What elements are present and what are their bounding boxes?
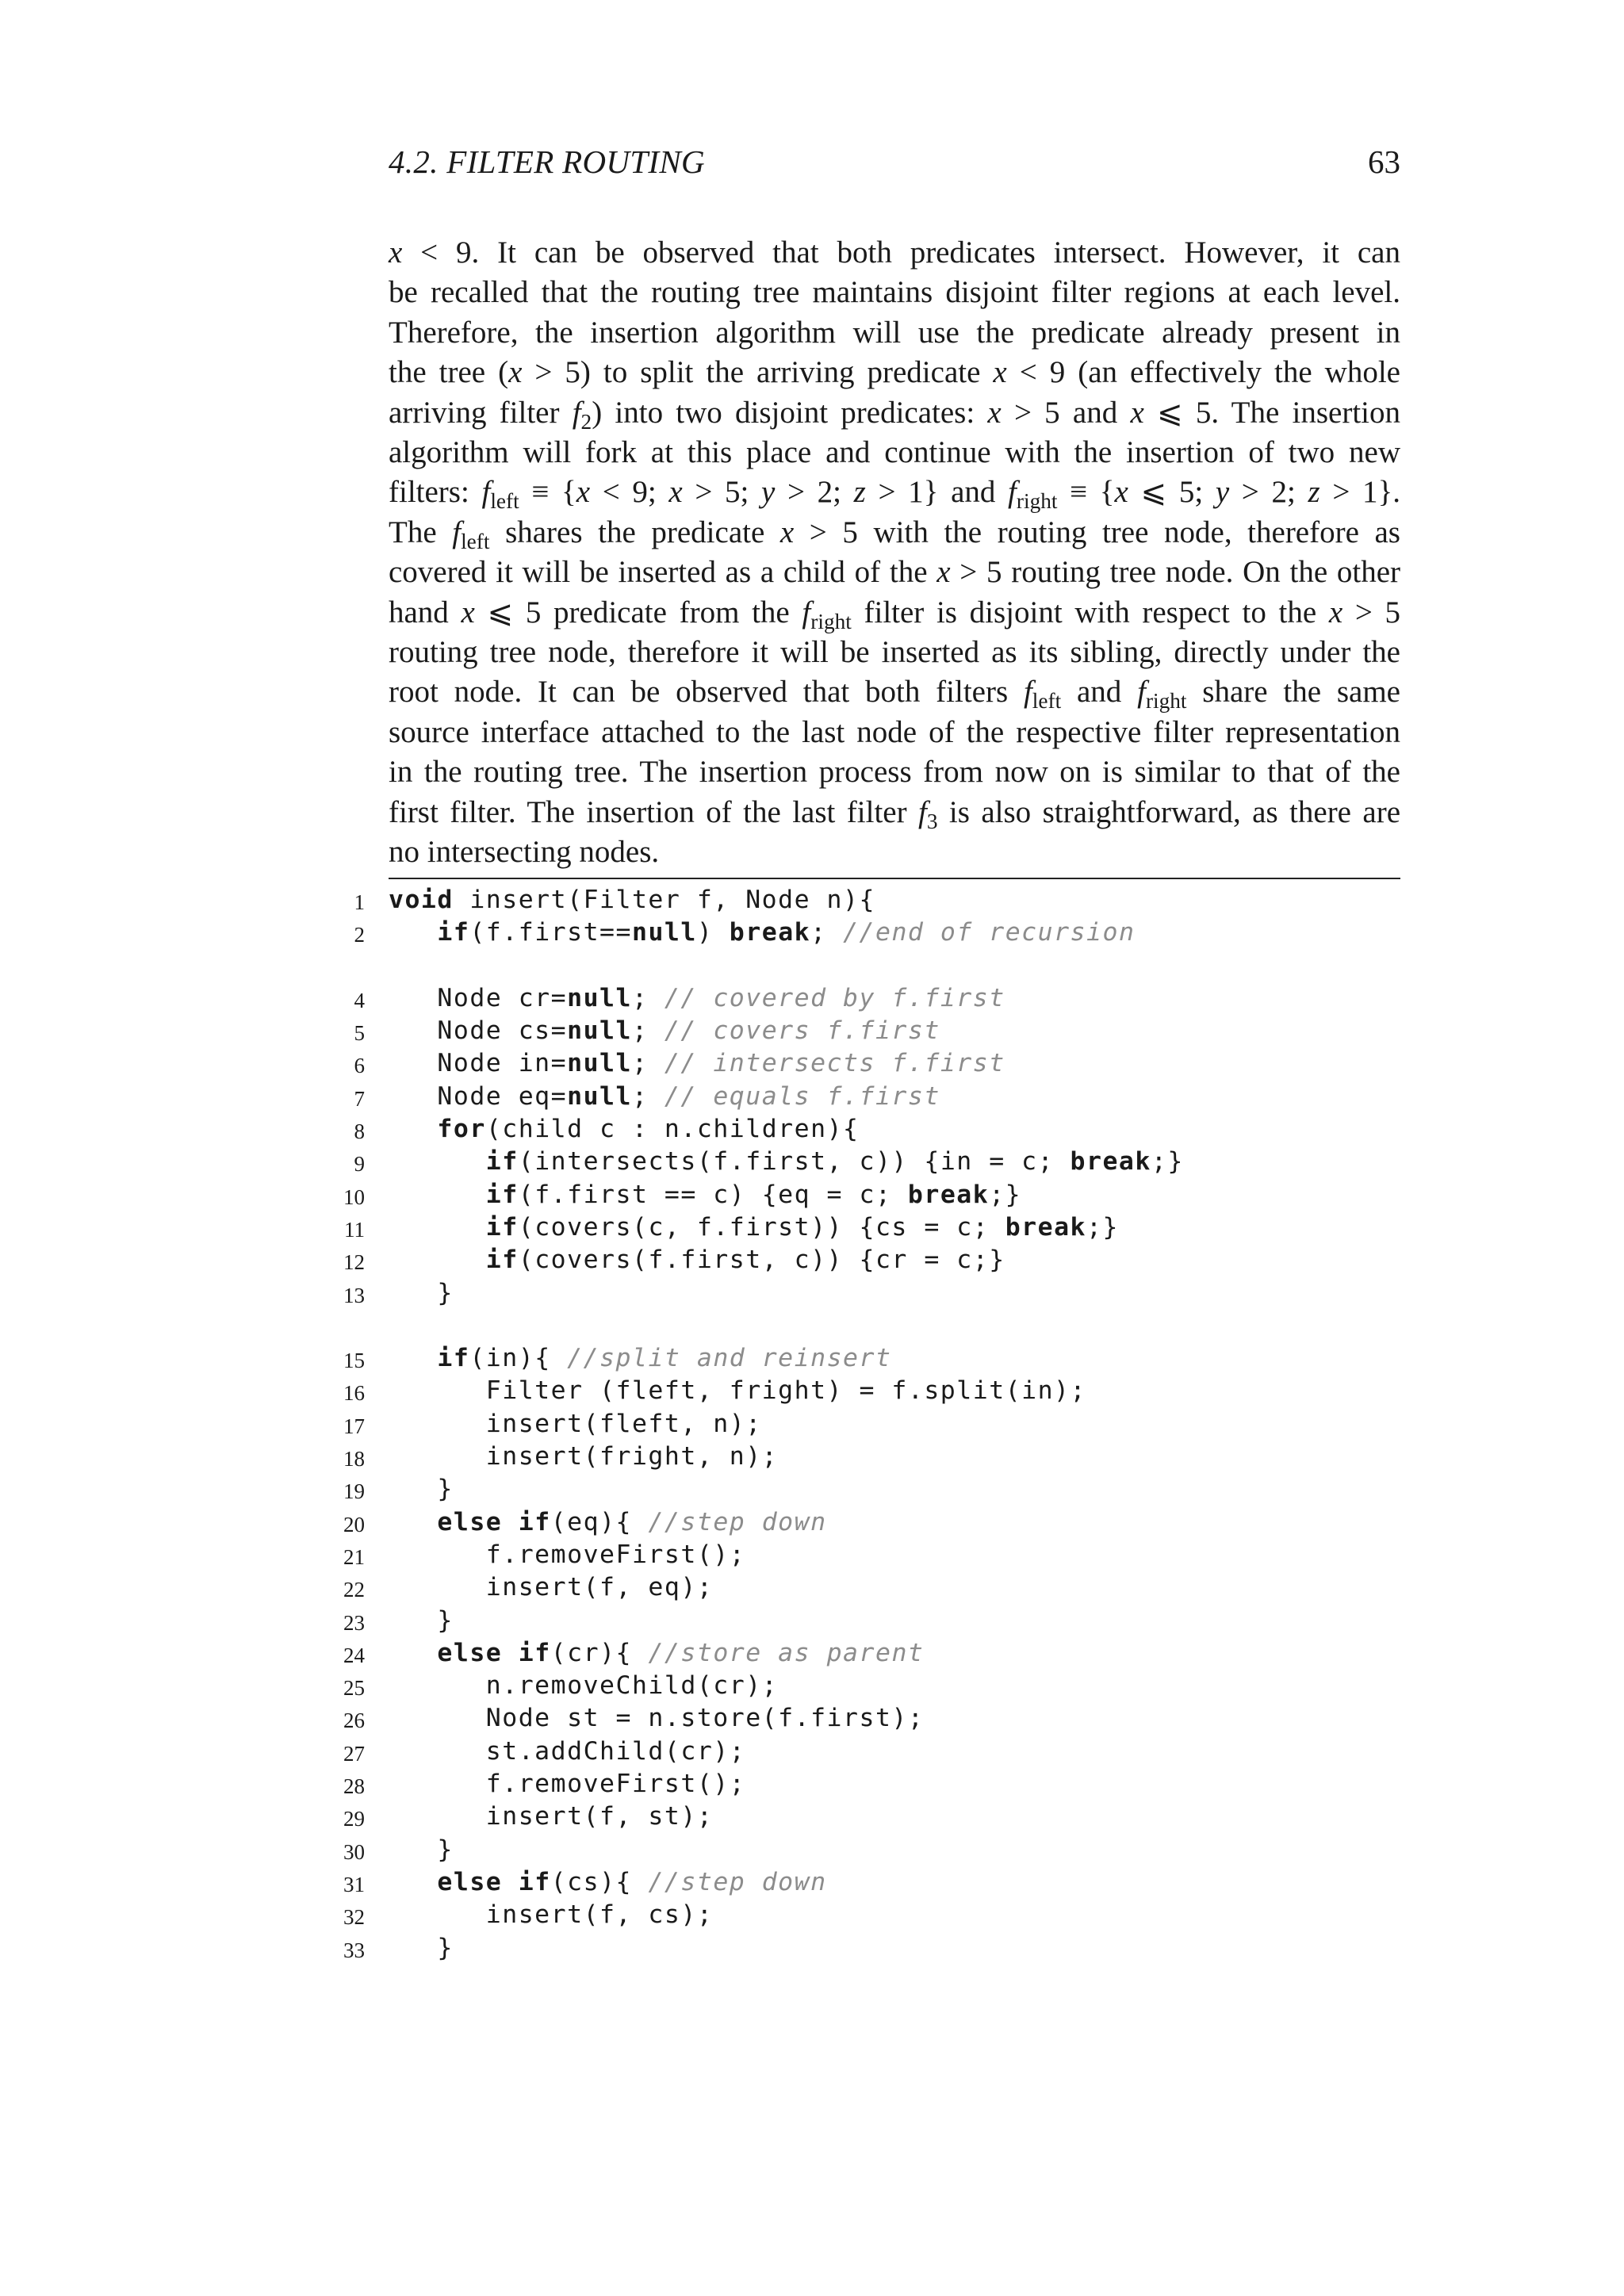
code-token xyxy=(389,1344,437,1372)
line-number: 29 xyxy=(343,1807,365,1831)
code-line xyxy=(333,1539,1400,1571)
code-comment: //step down xyxy=(648,1507,827,1536)
code-text xyxy=(389,884,875,916)
code-line xyxy=(333,982,1400,1015)
text-run: filters: xyxy=(389,475,482,510)
line-number: 16 xyxy=(343,1381,365,1406)
text-run: > 1}. xyxy=(1320,475,1400,510)
line-number: 6 xyxy=(354,1054,365,1078)
code-line xyxy=(333,1342,1400,1375)
code-text xyxy=(389,1211,1119,1244)
math-variable: x xyxy=(461,595,475,629)
text-run: > 1} and xyxy=(865,475,1009,510)
code-keyword: break xyxy=(1005,1212,1087,1242)
text-line xyxy=(389,473,1400,512)
code-text xyxy=(389,1047,1005,1080)
code-line xyxy=(333,1244,1400,1276)
code-line xyxy=(333,1408,1400,1441)
code-text xyxy=(389,1539,745,1571)
line-number: 10 xyxy=(343,1184,365,1209)
code-token: insert(f, cs); xyxy=(389,1900,714,1930)
math-variable: f xyxy=(1008,475,1017,510)
math-variable: x xyxy=(1130,395,1144,430)
code-line xyxy=(333,1015,1400,1047)
code-text xyxy=(389,1834,454,1866)
text-run: ⩽ 5. The insertion xyxy=(1143,395,1401,430)
code-line xyxy=(333,1310,1400,1342)
code-text xyxy=(389,1081,940,1113)
line-number: 5 xyxy=(354,1021,365,1046)
code-listing xyxy=(333,884,1400,1965)
code-token: insert(fleft, n); xyxy=(389,1409,762,1438)
text-run: algorithm will fork at this place and continue with the insertion of two new xyxy=(389,435,1400,470)
text-line xyxy=(389,832,1400,872)
code-line xyxy=(333,1932,1400,1965)
code-token: n.removeChild(cr); xyxy=(389,1671,779,1701)
code-token xyxy=(389,1115,437,1143)
subscript: 3 xyxy=(926,809,938,833)
code-token: ; xyxy=(631,1049,665,1078)
code-token: } xyxy=(389,1605,454,1635)
text-run: no intersecting nodes. xyxy=(389,835,660,870)
code-text xyxy=(389,1670,778,1702)
line-number: 22 xyxy=(343,1578,365,1602)
code-line xyxy=(333,950,1400,982)
text-run: ≡ { xyxy=(1057,475,1115,510)
line-number: 23 xyxy=(343,1610,365,1635)
code-token xyxy=(389,1213,486,1242)
code-keyword: break xyxy=(1070,1147,1151,1177)
code-token: Node eq= xyxy=(389,1081,568,1111)
subscript: right xyxy=(1016,489,1058,514)
line-number: 15 xyxy=(343,1349,365,1373)
code-token xyxy=(389,918,437,947)
code-token: (covers(c, f.first)) {cs = c; xyxy=(518,1212,1005,1242)
code-keyword: break xyxy=(907,1180,990,1209)
text-run: > 5 xyxy=(1342,595,1400,629)
code-text xyxy=(389,1015,940,1047)
code-token: ; xyxy=(631,1016,665,1046)
code-comment: //step down xyxy=(648,1867,827,1896)
code-text xyxy=(389,1800,713,1833)
code-line xyxy=(333,1571,1400,1604)
code-line xyxy=(333,1605,1400,1637)
math-variable: y xyxy=(761,475,776,510)
code-text xyxy=(389,982,1005,1015)
text-run: > 5) to split the arriving predicate xyxy=(522,355,994,390)
code-line xyxy=(333,1506,1400,1539)
code-keyword: null xyxy=(567,1016,632,1046)
code-line xyxy=(333,916,1400,949)
math-variable: z xyxy=(1308,475,1320,510)
code-keyword: null xyxy=(567,1049,632,1078)
math-variable: x xyxy=(1114,475,1128,510)
code-keyword: for xyxy=(437,1115,486,1144)
code-line xyxy=(333,1834,1400,1866)
code-token: ; xyxy=(631,1081,665,1111)
code-keyword: else if xyxy=(437,1507,551,1536)
code-keyword: else if xyxy=(437,1867,551,1896)
code-line xyxy=(333,1735,1400,1768)
text-run: ) into two disjoint predicates: xyxy=(592,395,988,430)
text-line xyxy=(389,233,1400,273)
text-line xyxy=(389,593,1400,633)
line-number: 31 xyxy=(343,1872,365,1896)
text-run: be recalled that the routing tree maintains disjoint filter regions at each level. xyxy=(389,275,1400,310)
code-token xyxy=(389,1508,437,1536)
code-token: } xyxy=(389,1278,454,1307)
code-text xyxy=(389,1113,860,1146)
line-number: 24 xyxy=(343,1643,365,1667)
line-number: 7 xyxy=(354,1086,365,1111)
text-run: ⩽ 5; xyxy=(1128,475,1216,510)
text-run: > 5; xyxy=(682,475,762,510)
line-number: 33 xyxy=(343,1938,365,1962)
code-token xyxy=(389,1147,486,1176)
code-text xyxy=(389,1932,454,1965)
code-token: } xyxy=(389,1475,454,1504)
text-run: < 9. It can be observed that both predicates intersect. However, it can xyxy=(402,235,1400,270)
code-comment: //store as parent xyxy=(648,1638,925,1667)
body-paragraph xyxy=(389,233,1400,873)
math-variable: x xyxy=(936,555,951,590)
code-token: (eq){ xyxy=(550,1507,649,1536)
code-keyword: void xyxy=(389,886,454,914)
text-run: first filter. The insertion of the last filter xyxy=(389,794,918,829)
code-token: Node cr= xyxy=(389,983,568,1012)
code-text xyxy=(389,1244,1005,1276)
code-text xyxy=(389,1866,827,1899)
text-run: > 5 with the routing tree node, therefore as xyxy=(794,515,1400,549)
line-number: 9 xyxy=(354,1152,365,1177)
line-number: 30 xyxy=(343,1839,365,1864)
code-line xyxy=(333,1670,1400,1702)
text-run: < 9; xyxy=(590,475,669,510)
code-line xyxy=(333,1637,1400,1670)
text-run: in the routing tree. The insertion process from now on is similar to that of the xyxy=(389,755,1400,790)
subscript: left xyxy=(461,530,490,554)
math-variable: x xyxy=(779,515,795,549)
code-line xyxy=(333,884,1400,916)
code-token xyxy=(389,1181,486,1209)
code-line xyxy=(333,1211,1400,1244)
code-line xyxy=(333,1768,1400,1800)
text-run: and xyxy=(1061,675,1138,710)
code-text xyxy=(389,1179,1021,1211)
text-line xyxy=(389,672,1400,712)
code-token: (f.first == c) {eq = c; xyxy=(518,1180,908,1209)
line-number: 13 xyxy=(343,1283,365,1307)
math-variable: z xyxy=(853,475,866,510)
text-run: ≡ { xyxy=(519,475,576,510)
code-line xyxy=(333,1375,1400,1407)
text-run: root node. It can be observed that both filters xyxy=(389,675,1024,710)
line-number: 27 xyxy=(343,1741,365,1766)
math-variable: x xyxy=(389,235,403,270)
text-line xyxy=(389,513,1400,553)
code-token: (child c : n.children){ xyxy=(485,1115,860,1144)
running-header xyxy=(389,143,1400,190)
text-run: Therefore, the insertion algorithm will use the predicate already present in xyxy=(389,315,1400,350)
text-line xyxy=(389,313,1400,353)
line-number: 12 xyxy=(343,1250,365,1275)
code-line xyxy=(333,1113,1400,1146)
page-number: 63 xyxy=(1368,144,1400,180)
code-token: ) xyxy=(696,918,730,947)
text-line xyxy=(389,793,1400,832)
line-number: 2 xyxy=(354,923,365,947)
subscript: left xyxy=(490,489,519,514)
line-number: 26 xyxy=(343,1709,365,1733)
code-token: Filter (fleft, fright) = f.split(in); xyxy=(389,1376,1086,1406)
code-text xyxy=(389,1146,1184,1178)
code-text xyxy=(389,1342,891,1375)
code-token: } xyxy=(389,1933,454,1962)
math-variable: f xyxy=(1137,675,1146,710)
text-run: source interface attached to the last node of the respective filter representation xyxy=(389,714,1400,749)
math-variable: x xyxy=(668,475,683,510)
line-number: 32 xyxy=(343,1905,365,1930)
code-line xyxy=(333,1441,1400,1473)
text-line xyxy=(389,433,1400,473)
code-token: (covers(f.first, c)) {cr = c;} xyxy=(518,1246,1005,1275)
code-token: ;} xyxy=(1151,1147,1184,1177)
line-number: 25 xyxy=(343,1676,365,1701)
line-number: 21 xyxy=(343,1544,365,1569)
code-text xyxy=(389,1473,454,1506)
text-run: The xyxy=(389,515,453,549)
math-variable: x xyxy=(576,475,591,510)
code-token: ;} xyxy=(989,1180,1022,1209)
line-number: 11 xyxy=(344,1217,365,1242)
code-text xyxy=(389,1408,762,1441)
code-comment: // covered by f.first xyxy=(664,983,1005,1012)
code-text xyxy=(389,1506,827,1539)
code-keyword: if xyxy=(485,1180,519,1209)
subscript: 2 xyxy=(580,409,592,434)
code-token: (intersects(f.first, c)) {in = c; xyxy=(518,1147,1071,1177)
math-variable: f xyxy=(481,475,491,510)
code-keyword: if xyxy=(485,1147,519,1177)
line-number: 17 xyxy=(343,1414,365,1438)
text-run: hand xyxy=(389,595,462,629)
code-line xyxy=(333,1277,1400,1310)
text-run: covered it will be inserted as a child of the xyxy=(389,555,937,590)
code-token: insert(f, st); xyxy=(389,1802,714,1831)
code-token: insert(Filter f, Node n){ xyxy=(453,886,875,914)
code-token: Node in= xyxy=(389,1049,568,1078)
code-text xyxy=(389,1768,745,1800)
math-variable: x xyxy=(1328,595,1343,629)
line-number: 1 xyxy=(354,890,365,914)
text-run: > 5 and xyxy=(1001,395,1131,430)
math-variable: f xyxy=(1023,675,1032,710)
code-line xyxy=(333,1702,1400,1735)
code-token xyxy=(389,1246,486,1274)
subscript: right xyxy=(1145,689,1187,714)
code-line xyxy=(333,1866,1400,1899)
math-variable: f xyxy=(452,515,462,549)
text-line xyxy=(389,713,1400,752)
subscript: left xyxy=(1032,689,1062,714)
code-token: (cr){ xyxy=(550,1638,649,1667)
code-token xyxy=(389,1639,437,1667)
code-token: Node st = n.store(f.first); xyxy=(389,1704,925,1733)
line-number: 28 xyxy=(343,1774,365,1799)
code-token: (cs){ xyxy=(550,1867,649,1896)
code-keyword: if xyxy=(485,1246,519,1275)
text-run: > 5 routing tree node. On the other xyxy=(950,555,1401,590)
text-run: < 9 (an effectively the whole xyxy=(1006,355,1400,390)
text-line xyxy=(389,393,1400,433)
line-number: 20 xyxy=(343,1512,365,1536)
math-variable: f xyxy=(572,395,581,430)
code-keyword: break xyxy=(729,918,811,947)
code-comment: //end of recursion xyxy=(843,918,1136,947)
code-token: f.removeFirst(); xyxy=(389,1770,746,1799)
line-number: 19 xyxy=(343,1479,365,1504)
code-comment: // intersects f.first xyxy=(664,1049,1005,1078)
math-variable: y xyxy=(1215,475,1230,510)
code-text xyxy=(389,1605,454,1637)
text-run: > 2; xyxy=(775,475,854,510)
code-text xyxy=(389,1735,745,1768)
code-keyword: null xyxy=(567,1081,632,1111)
code-line xyxy=(333,1179,1400,1211)
text-run: arriving filter xyxy=(389,395,573,430)
subscript: right xyxy=(810,609,852,633)
text-line xyxy=(389,633,1400,672)
code-text xyxy=(389,1702,924,1735)
text-run: the tree ( xyxy=(389,355,509,390)
code-text xyxy=(389,1571,713,1604)
code-text xyxy=(389,1899,713,1931)
code-text xyxy=(389,1637,924,1670)
section-title: 4.2. FILTER ROUTING xyxy=(389,144,705,180)
code-keyword: if xyxy=(437,1344,470,1373)
code-comment: // covers f.first xyxy=(664,1016,940,1046)
text-run: routing tree node, therefore it will be inserted as its sibling, directly under the xyxy=(389,635,1400,670)
line-number: 18 xyxy=(343,1447,365,1471)
code-token: insert(fright, n); xyxy=(389,1442,779,1471)
code-line xyxy=(333,1047,1400,1080)
code-keyword: else if xyxy=(437,1638,551,1667)
code-line xyxy=(333,1899,1400,1931)
code-token: ; xyxy=(631,983,665,1012)
math-variable: f xyxy=(918,794,927,829)
code-token: ; xyxy=(810,918,844,947)
code-line xyxy=(333,1146,1400,1178)
code-comment: //split and reinsert xyxy=(567,1344,892,1373)
code-keyword: if xyxy=(437,918,470,947)
code-token: (in){ xyxy=(469,1344,568,1373)
code-token: ;} xyxy=(1086,1212,1119,1242)
code-keyword: null xyxy=(632,918,697,947)
code-token: } xyxy=(389,1835,454,1864)
text-run: > 2; xyxy=(1229,475,1308,510)
math-variable: f xyxy=(802,595,811,629)
code-token: Node cs= xyxy=(389,1016,568,1046)
text-run: share the same xyxy=(1186,675,1400,710)
listing-top-rule xyxy=(389,878,1400,879)
text-line xyxy=(389,752,1400,792)
code-text xyxy=(389,1375,1086,1407)
math-variable: x xyxy=(987,395,1002,430)
text-line xyxy=(389,353,1400,392)
code-comment: // equals f.first xyxy=(664,1081,940,1111)
line-number: 4 xyxy=(354,988,365,1012)
code-token: st.addChild(cr); xyxy=(389,1736,746,1766)
text-line xyxy=(389,273,1400,312)
text-run: filter is disjoint with respect to the xyxy=(851,595,1329,629)
code-token xyxy=(389,1868,437,1896)
text-run: shares the predicate xyxy=(489,515,780,549)
code-text xyxy=(389,1441,778,1473)
code-token: insert(f, eq); xyxy=(389,1573,714,1602)
code-line xyxy=(333,1081,1400,1113)
math-variable: x xyxy=(993,355,1007,390)
code-line xyxy=(333,1473,1400,1506)
code-line xyxy=(333,1800,1400,1833)
line-number: 8 xyxy=(354,1119,365,1144)
text-line xyxy=(389,553,1400,592)
math-variable: x xyxy=(508,355,523,390)
code-token: f.removeFirst(); xyxy=(389,1540,746,1569)
code-token: (f.first== xyxy=(469,918,632,947)
text-run: is also straightforward, as there are xyxy=(937,794,1401,829)
code-keyword: null xyxy=(567,983,632,1012)
code-text xyxy=(389,916,1135,949)
code-keyword: if xyxy=(485,1212,519,1242)
code-text xyxy=(389,1277,454,1310)
text-run: ⩽ 5 predicate from the xyxy=(474,595,802,629)
